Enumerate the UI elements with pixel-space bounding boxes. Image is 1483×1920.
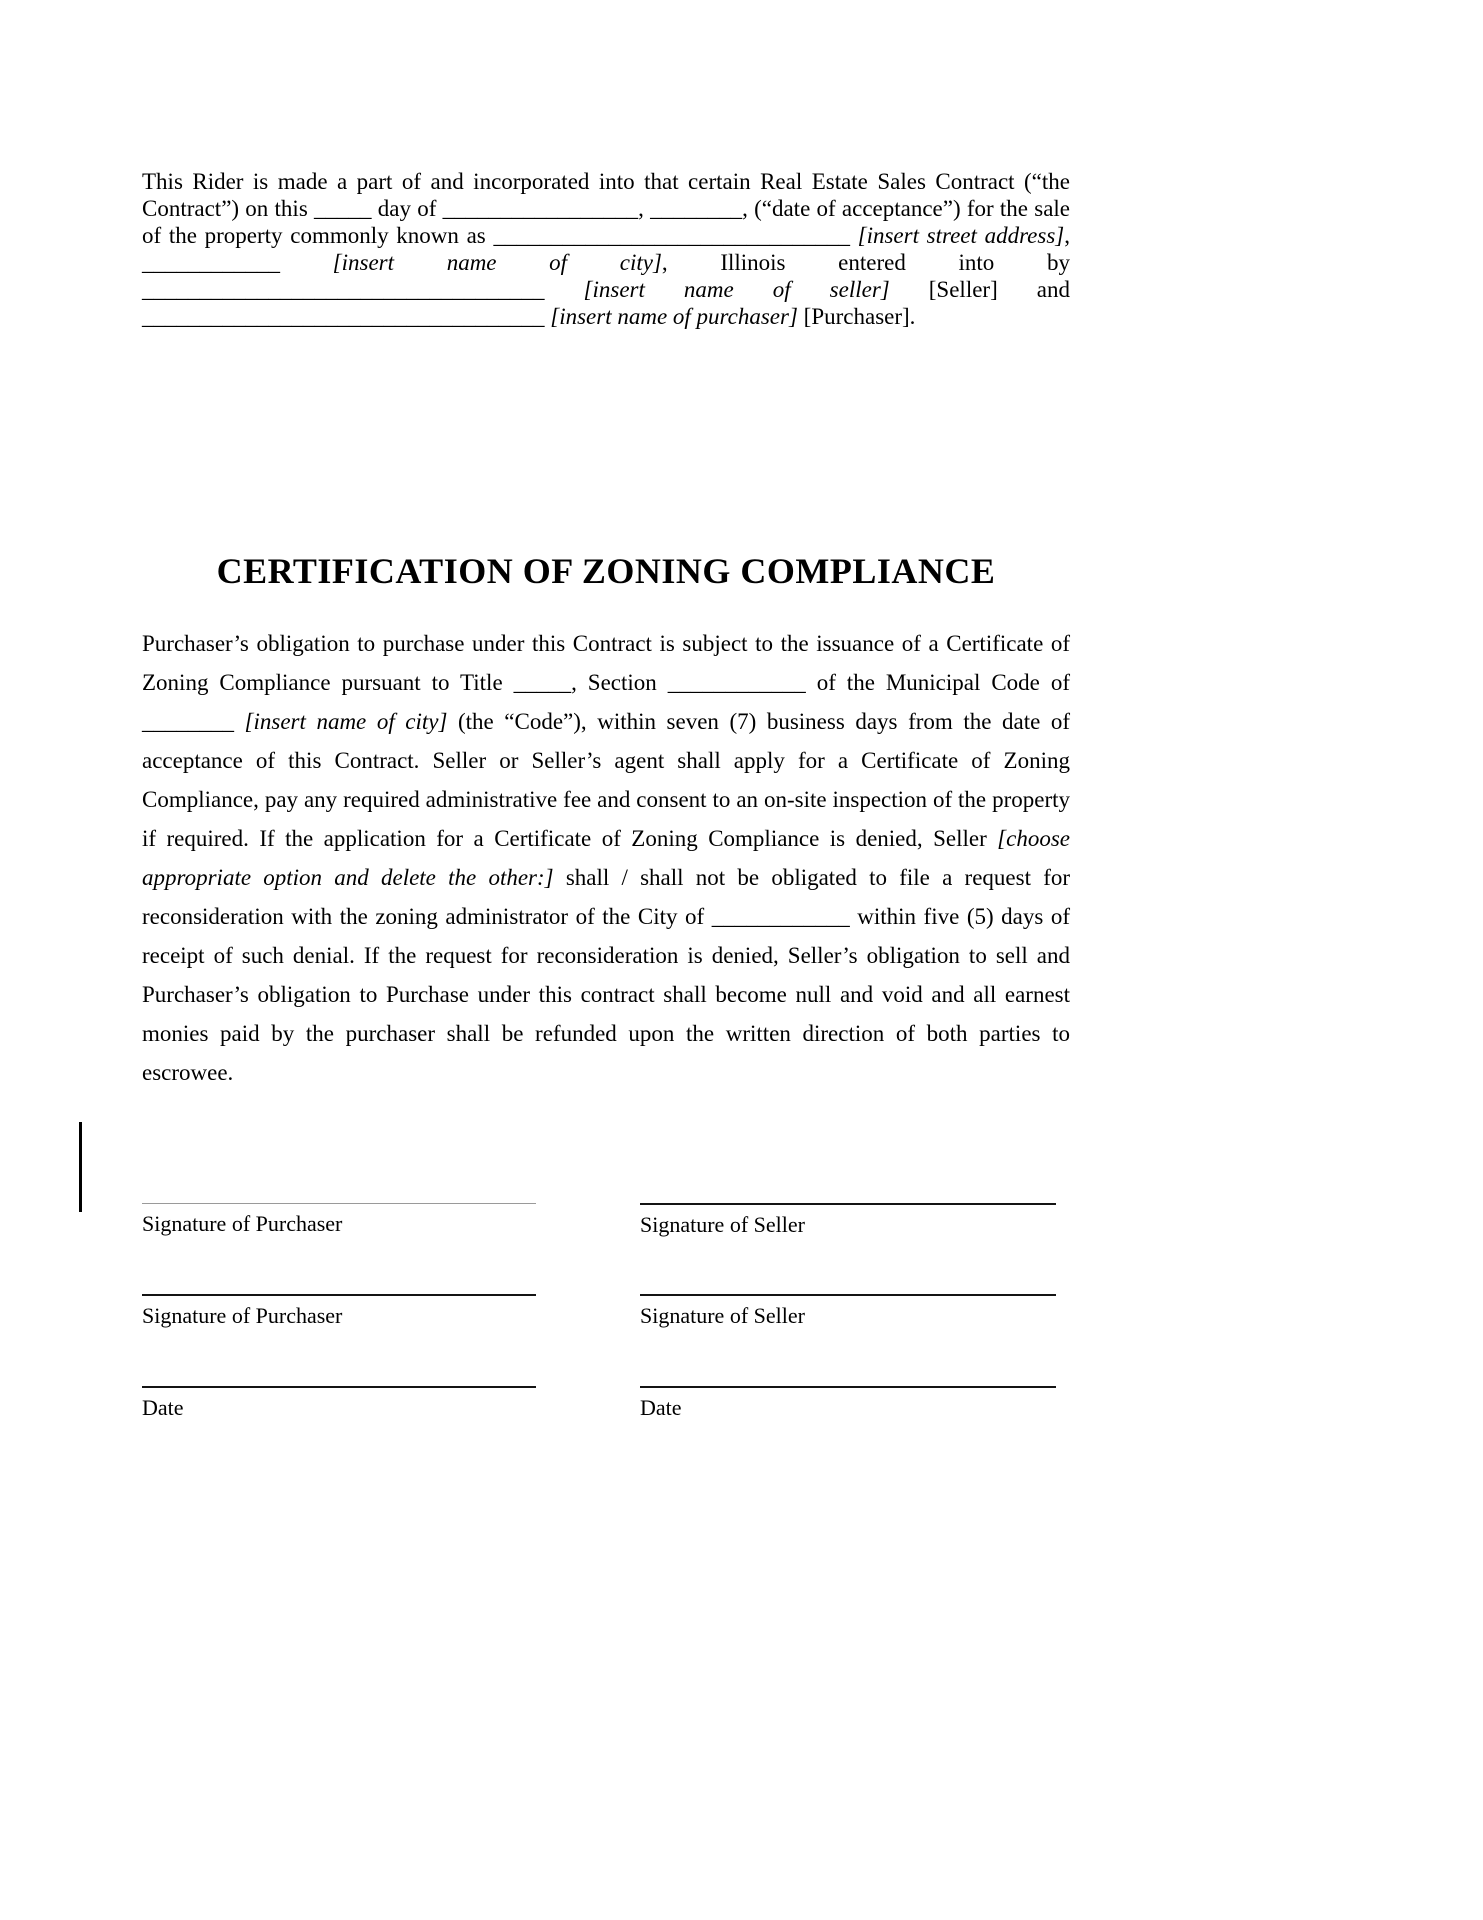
blank-line: ____________ xyxy=(142,250,280,275)
signature-line xyxy=(640,1203,1056,1205)
placeholder-hint: [choose appropriate option and delete the other:] xyxy=(142,826,1070,890)
document-title: CERTIFICATION OF ZONING COMPLIANCE xyxy=(216,551,996,591)
text-run: , xyxy=(1064,223,1070,248)
text-run: , (“date of acceptance”) for the sale of the property commonly known as xyxy=(142,196,1071,248)
signature-line xyxy=(142,1203,536,1204)
seller-date-row xyxy=(640,1386,1056,1421)
blank-line: ___________________________________ xyxy=(142,277,545,302)
seller-signature-row-2 xyxy=(640,1294,1056,1329)
text-run: [Purchaser]. xyxy=(797,304,916,329)
blank-line: ___________________________________ xyxy=(142,304,545,329)
date-label: Date xyxy=(640,1395,682,1420)
purchaser-signature-row-1 xyxy=(142,1203,536,1237)
text-run: [Seller] and xyxy=(889,277,1070,302)
placeholder-hint: [insert name of purchaser] xyxy=(544,304,798,329)
placeholder-hint: [insert name of city] xyxy=(234,709,448,734)
blank-line: ____________ xyxy=(711,904,850,929)
text-run: , Section xyxy=(571,670,668,695)
blank-line: ________ xyxy=(142,709,234,734)
blank-line: _______________________________ xyxy=(493,223,850,248)
zoning-compliance-paragraph xyxy=(142,624,1070,1092)
date-line xyxy=(640,1386,1056,1388)
placeholder-hint: [insert street address] xyxy=(849,223,1065,248)
blank-line: ____________ xyxy=(667,670,806,695)
seller-signature-row-1 xyxy=(640,1203,1056,1238)
margin-revision-bar xyxy=(79,1122,82,1212)
purchaser-signature-row-2 xyxy=(142,1294,536,1329)
placeholder-hint: [insert name of seller] xyxy=(544,277,890,302)
signature-line xyxy=(640,1294,1056,1296)
text-run: , Illinois entered into by xyxy=(661,250,1070,275)
purchaser-date-row xyxy=(142,1386,536,1421)
text-run: This Rider is made a part of and incorporated into that certain Real Estate Sales Contract (“the Contract”) on this xyxy=(142,169,1070,221)
text-run: within five (5) days of receipt of such denial. If the request for reconsideration is denied, Seller’s obligation to sell and Purchaser’s obligation to Purchase under this contract shall become null and void and all earnest monies paid by the purchaser shall be refunded upon the written direction of both parties to escrowee. xyxy=(142,904,1070,1085)
date-line xyxy=(142,1386,536,1388)
blank-line: _____ xyxy=(314,196,372,221)
blank-line: _____ xyxy=(513,670,572,695)
text-run: Purchaser’s obligation to purchase under this Contract is subject to the issuance of a Certificate of Zoning Compliance pursuant to Title xyxy=(142,631,1070,695)
date-label: Date xyxy=(142,1395,184,1420)
text-run: of the Municipal Code of xyxy=(805,670,1070,695)
blank-line: ________ xyxy=(650,196,743,221)
signature-label: Signature of Purchaser xyxy=(142,1303,343,1328)
text-run: , xyxy=(638,196,651,221)
placeholder-hint: [insert name of city] xyxy=(280,250,662,275)
text-run: (the “Code”), within seven (7) business days from the date of acceptance of this Contract. Seller or Seller’s agent shall apply for a Certificate of Zoning Compliance, pay any required administrative fee and consent to an on-site inspection of the property if required. If the application for a Certificate of Zoning Compliance is denied, Seller xyxy=(142,709,1071,851)
text-run: shall / shall not be obligated to file a request for reconsideration with the zoning administrator of the City of xyxy=(142,865,1071,929)
blank-line: _________________ xyxy=(442,196,639,221)
text-run: day of xyxy=(371,196,443,221)
signature-line xyxy=(142,1294,536,1296)
signature-label: Signature of Seller xyxy=(640,1303,805,1328)
signature-label: Signature of Purchaser xyxy=(142,1211,343,1236)
signature-label: Signature of Seller xyxy=(640,1212,805,1237)
intro-paragraph xyxy=(142,168,1070,330)
